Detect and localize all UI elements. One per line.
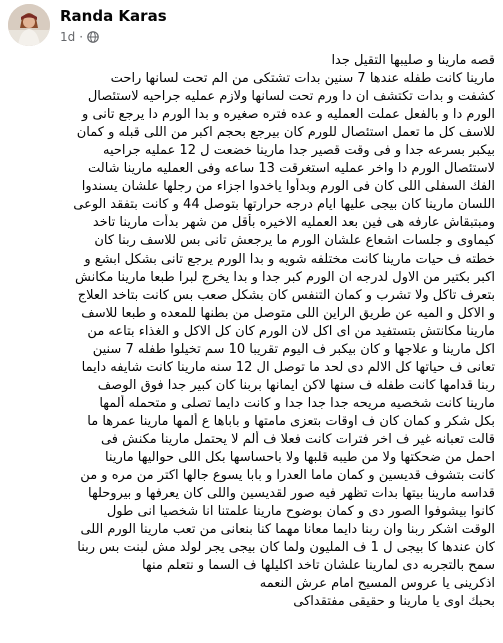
post-line: مارينا مكانتش بتستفيد من اى اكل لان الورم كان كل الاكل و الغذاء بتاعه من: [87, 323, 495, 339]
post-header: [8, 4, 498, 48]
post-line: قصه مارينا و صليبها التقيل جدا: [331, 53, 495, 68]
post-line: قداسه مارينا بيتها بدات تظهر فيه صور لقديسين واللى كان يعرفها و بيروحلها: [88, 486, 495, 502]
post-timestamp[interactable]: 1d: [60, 30, 76, 44]
post-meta: [60, 30, 99, 44]
post-line: اللسان مارينا كان بيجى عليها ايام درجه حرارتها بتوصل 44 و كانت بتفقد الوعى: [73, 197, 495, 213]
post-line: احمل من ضحكتها ولا من طيبه قلبها ولا باحساسها بكل اللى حواليها مارينا: [104, 450, 495, 466]
post-line: قالت تعبانه غير ف اخر فترات كانت فعلا ف ألم لا يحتمل مارينا مكنش فى: [100, 431, 495, 447]
post-line: اذكرينى يا عروس المسيح امام عرش النعمه: [259, 576, 495, 592]
post-line: الفك السفلى اللى كان فى الورم وبدأوا ياخدوا اجزاء من رجلها علشان يسندوا: [81, 179, 495, 195]
post-line: للاسف كل ما تعمل استئصال للورم كان بيرجع بحجم اكبر من اللى قبله و كمان: [76, 125, 495, 141]
post-line: كشفت و بدات تكتشف ان دا ورم تحت لسانها ولازم عمليه جراحيه لاستئصال: [87, 89, 495, 105]
author-avatar[interactable]: [8, 4, 50, 46]
post-line: كانوا بيشوفوا الصور دى و كمان بوضوح مارينا علمتنا انا شخصيا انى طول: [106, 504, 495, 520]
post-line: خطته ف حيات مارينا كانت مختلفه شويه و بدا الورم يرجع تانى بشكل ابشع و: [84, 251, 495, 267]
post-line: كانت بتشوف قديسين و كمان ماما العدرا و بابا يسوع جالها اكتر من مره و من: [80, 468, 495, 484]
avatar-photo-icon: [8, 4, 50, 46]
post-line: كيماوى و جلسات اشعاع علشان الورم ما يرجعش تانى بس للاسف ربنا كان: [94, 233, 495, 249]
post-line: الورم دا و بالفعل عملت العمليه و عده فتره صغيره و بدا الورم دا يرجع تانى و: [82, 107, 495, 123]
post-line: بيكبر بسرعه جدا و فى وقت قصير جدا مارينا خضعت ل 12 عمليه جراحيه: [102, 143, 495, 159]
author-name[interactable]: Randa Karas: [60, 7, 167, 25]
post-line: بحبك اوى يا مارينا و حقيقى مفتقداكى: [293, 594, 495, 610]
post-line: مارينا كانت شخصيه مريحه جدا جدا جدا و كانت دايما تصلى و متحمله ألمها: [99, 395, 495, 411]
post-line: الوقت اشكر ربنا وان ربنا دايما معانا مهما كنا بنعانى من تعب مارينا الورم اللى: [80, 522, 495, 538]
post-line: مارينا كانت طفله عندها 7 سنين بدات تشتكى من الم تحت لسانها راحت: [110, 71, 495, 87]
post-line: ربنا قدامها كانت طفله ف سنها لاكن ايمانها بربنا كان كبير جدا فوق الوصف: [97, 377, 495, 393]
globe-icon[interactable]: [87, 31, 99, 43]
post-line: تعانى ف حياتها كل الالم دى لحد ما توصل ال 12 سنه مارينا كانت شايفه دايما: [81, 359, 495, 375]
post-line: بتعرف تاكل ولا تشرب و كمان التنفس كان بشكل صعب بس كانت بتاخد العلاج: [77, 287, 495, 303]
post-line: اكبر بكتير من الاول لدرجه ان الورم كبر جدا و بدا يخرج لبرا طبعا مارينا مكانش: [75, 269, 495, 285]
post-line: ومبتبقاش عارفه هى فين بعد العمليه الاخيره بأقل من شهر بدأت مارينا تاخد: [92, 215, 495, 231]
post-line: و الاكل و الميه عن طريق الراين اللى متوصل من بطنها للمعده و طبعا للاسف: [81, 305, 495, 321]
meta-separator: ·: [79, 30, 84, 44]
post-line: كان عندها كا بيجى ل 1 ف المليون ولما كان بيجى يجر لولد مش لبنت بس ربنا: [77, 540, 495, 556]
post-body: [8, 52, 495, 611]
post-line: اكل مارينا و علاجها و كان بيكبر ف اليوم تقريبا 10 سم تخيلوا طفله 7 سنين: [92, 341, 495, 357]
post-line: سمح بالتجربه دى لمارينا علشان تاخد اكليلها ف السما و نتعلم منها: [142, 558, 495, 574]
post-line: لاستئصال الورم دا واخر عمليه استغرقت 13 ساعه وفى العمليه مارينا شالت: [87, 161, 495, 177]
post-line: بكل شكر و كمان كان ف اوقات بتعزى مامتها و باباها ع ألمها مارينا عمرها ما: [87, 413, 495, 429]
